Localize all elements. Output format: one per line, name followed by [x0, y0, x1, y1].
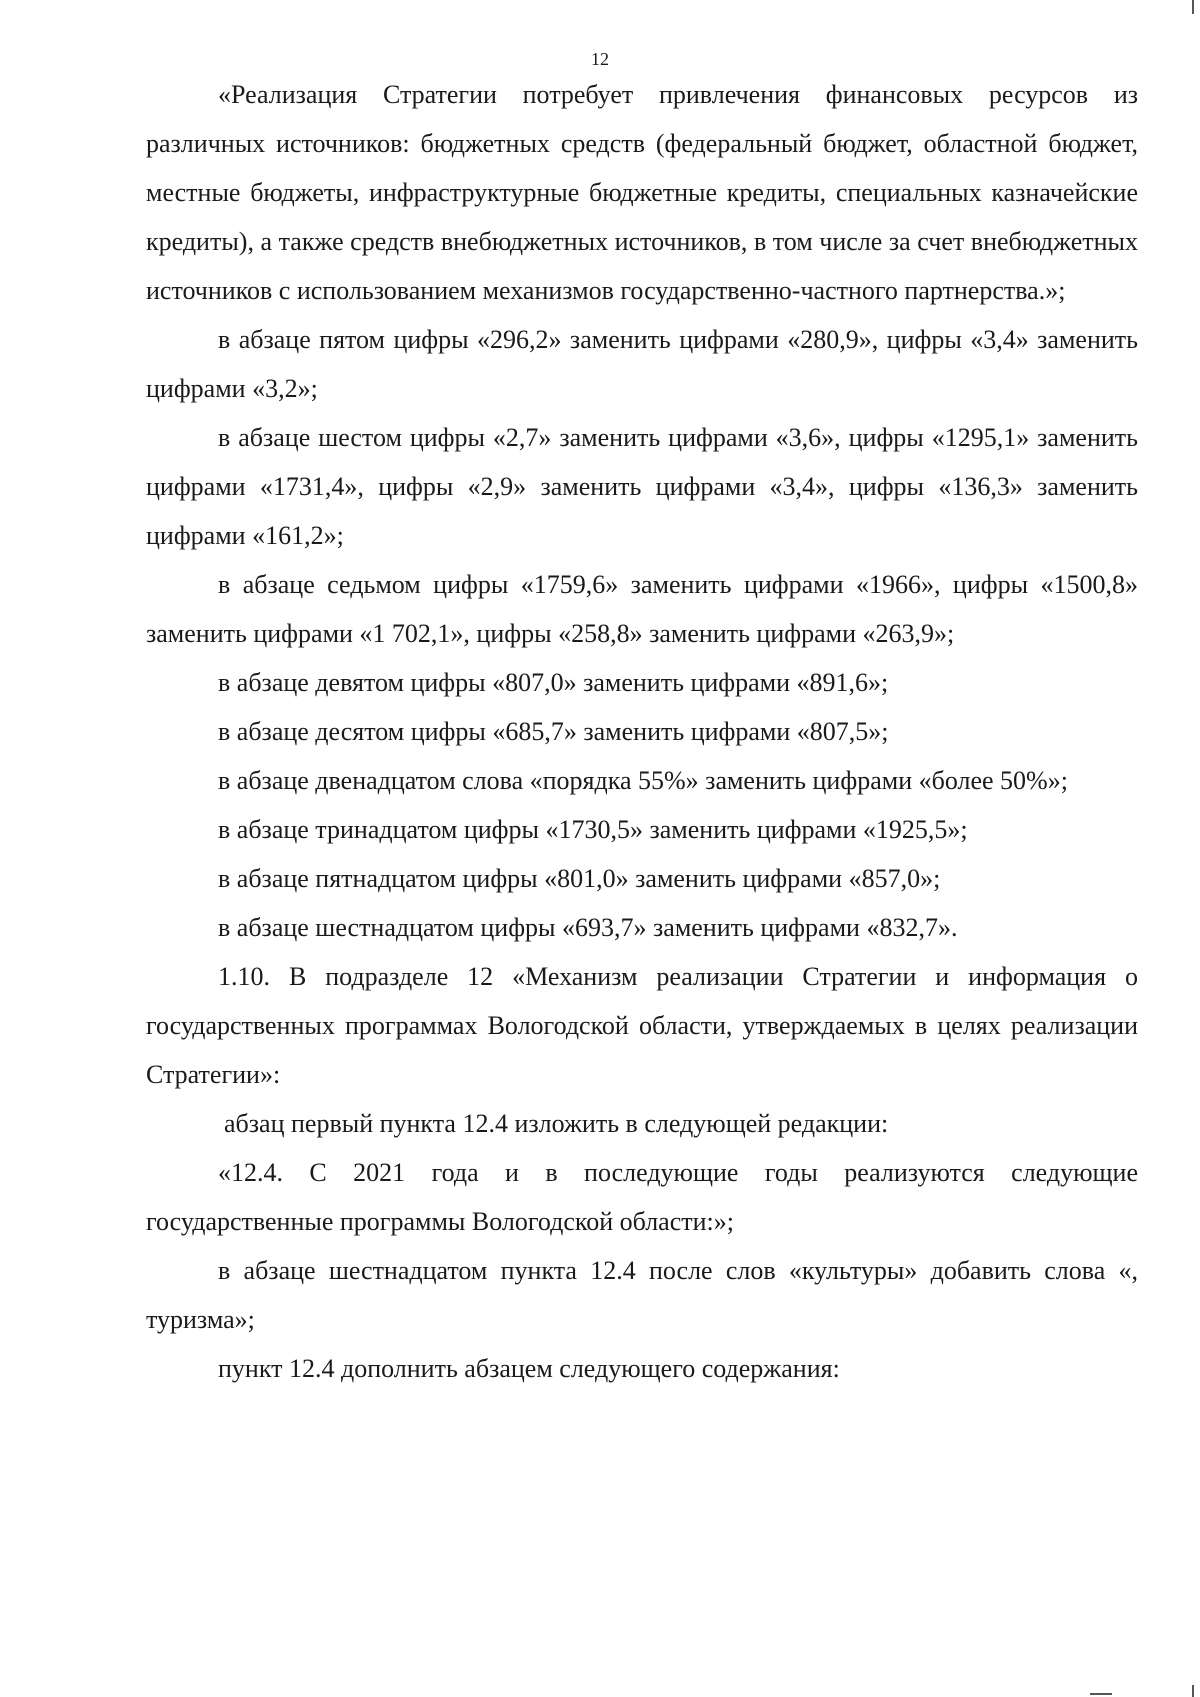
paragraph-sixteenth-abzac: в абзаце шестнадцатом цифры «693,7» заменить цифрами «832,7». [218, 913, 958, 942]
paragraph-twelfth-abzac: в абзаце двенадцатом слова «порядка 55%» заменить цифрами «более 50%»; [218, 766, 1068, 795]
document-body [146, 70, 1138, 1393]
paragraph-12-4-quote: «12.4. С 2021 года и в последующие годы реализуются следующие государственные программы Вологодской области:»; [146, 1158, 1138, 1236]
paragraph-thirteenth-abzac: в абзаце тринадцатом цифры «1730,5» заменить цифрами «1925,5»; [218, 815, 968, 844]
paragraph-12-4-supplement: пункт 12.4 дополнить абзацем следующего содержания: [218, 1354, 840, 1383]
paragraph-fifth-abzac: в абзаце пятом цифры «296,2» заменить цифрами «280,9», цифры «3,4» заменить цифрами «3,2»; [146, 325, 1138, 403]
scan-mark-bottom-center [1090, 1693, 1112, 1695]
paragraph-seventh-abzac: в абзаце седьмом цифры «1759,6» заменить цифрами «1966», цифры «1500,8» заменить цифрами «1 702,1», цифры «258,8» заменить цифрами «263,9»; [146, 570, 1138, 648]
paragraph-tenth-abzac: в абзаце десятом цифры «685,7» заменить цифрами «807,5»; [218, 717, 889, 746]
page-number: 12 [591, 49, 609, 69]
scan-mark-top-right [1192, 0, 1194, 14]
paragraph-sixteenth-abzac-12-4: в абзаце шестнадцатом пункта 12.4 после слов «культуры» добавить слова «, туризма»; [146, 1256, 1138, 1334]
paragraph-first-abzac-12-4: абзац первый пункта 12.4 изложить в следующей редакции: [224, 1109, 889, 1138]
paragraph-ninth-abzac: в абзаце девятом цифры «807,0» заменить цифрами «891,6»; [218, 668, 889, 697]
paragraph-fifteenth-abzac: в абзаце пятнадцатом цифры «801,0» заменить цифрами «857,0»; [218, 864, 941, 893]
paragraph-section-1-10: 1.10. В подразделе 12 «Механизм реализации Стратегии и информация о государственных программах Вологодской области, утверждаемых в целях реализации Стратегии»: [146, 962, 1138, 1089]
paragraph-sixth-abzac: в абзаце шестом цифры «2,7» заменить цифрами «3,6», цифры «1295,1» заменить цифрами «1731,4», цифры «2,9» заменить цифрами «3,4», цифры «136,3» заменить цифрами «161,2»; [146, 423, 1138, 550]
paragraph-strategy-financing: «Реализация Стратегии потребует привлечения финансовых ресурсов из различных источников: бюджетных средств (федеральный бюджет, областной бюджет, местные бюджеты, инфраструктурные бюджетные кредиты, специальных казначейские кредиты), а также средств внебюджетных источников, в том числе за счет внебюджетных источников с использованием механизмов государственно-частного партнерства.»; [146, 80, 1138, 305]
scan-mark-bottom-right [1192, 1685, 1194, 1697]
